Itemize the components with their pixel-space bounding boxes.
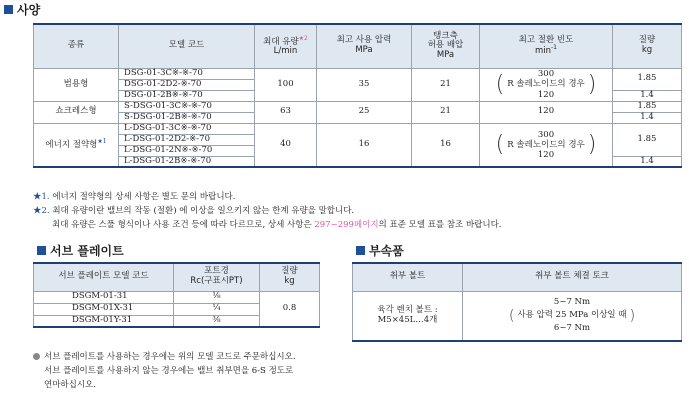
flow-value: 100 [255, 68, 317, 101]
model-row: L-DSG-01-2N※-※-70 [119, 145, 255, 156]
pressure-value: 25 [317, 101, 412, 123]
weight-value: 1.85 [613, 101, 682, 112]
note-1: ★1. 에너지 절약형의 상세 사항은 별도 문의 바랍니다. [33, 192, 236, 202]
flow-value: 40 [255, 123, 317, 167]
note-2: ★2. 최대 유량이란 밸브의 작동 (절환) 에 이상을 일으키지 않는 한계 유량을 말합니다. [33, 206, 355, 216]
flow-value: 63 [255, 101, 317, 123]
header-weight: 질량 kg [613, 24, 682, 68]
pressure-value: 35 [317, 68, 412, 101]
model-row: DSG-01-2D2-※-70 [119, 79, 255, 90]
header-subplate-weight: 질량 kg [260, 263, 320, 291]
paren-right: ) [587, 71, 597, 97]
subplate-weight-value: 0.8 [260, 291, 320, 327]
parts-table [352, 262, 682, 342]
kind-energy-saving: 에너지 절약형$^{★1}$ [34, 123, 119, 167]
note-3: 최대 유량은 스풀 형식이나 사용 조건 등에 따라 다르므로, 상세 사항은 297~299페이지의 표준 모델 표를 참조 바랍니다. [52, 220, 502, 230]
model-row: L-DSG-01-2D2-※-70 [119, 134, 255, 145]
header-port: 포트경 Rc(구표시PT) [174, 263, 260, 291]
flow-star-mark: ★2 [298, 34, 308, 42]
parts-title-text: 부속품 [369, 244, 404, 258]
weight-value: 1.4 [613, 156, 682, 167]
spec-section-title [4, 1, 40, 18]
weight-value: 1.4 [613, 112, 682, 123]
header-tank: 탱크측 허용 배압 MPa [412, 24, 480, 68]
model-row: L-DSG-01-2B※-※-70 [119, 156, 255, 167]
subplate-model: DSGM-01-31 [34, 291, 174, 303]
subplate-title-text: 서브 플레이트 [50, 244, 124, 258]
kind-shockless: 쇼크레스형 [34, 101, 119, 123]
spec-table [33, 23, 682, 168]
paren-right: ) [587, 131, 597, 157]
section-square-icon [356, 246, 365, 255]
weight-value: 1.4 [613, 90, 682, 101]
paren-left: ( [495, 71, 505, 97]
weight-value: 1.85 [613, 123, 682, 156]
subplate-note: 서브 플레이트를 사용하지 않는 경우에는 밸브 취부면을 6-S 정도로 [44, 366, 294, 376]
header-pressure: 최고 사용 압력 MPa [317, 24, 412, 68]
model-row: DSG-01-3C※-※-70 [119, 68, 255, 79]
subplate-table [33, 262, 320, 328]
freq-value: ( 300 R 솔레노이드의 경우 120 ) [480, 68, 613, 101]
header-bolt: 취부 볼트 [353, 263, 463, 291]
model-row: L-DSG-01-3C※-※-70 [119, 123, 255, 134]
port-size: ¼ [174, 303, 260, 315]
page-link[interactable]: 297~299페이지 [314, 220, 379, 230]
section-square-icon [37, 246, 46, 255]
port-size: ⅛ [174, 291, 260, 303]
port-size: ⅜ [174, 315, 260, 327]
header-flow: 최대 유량$^{★2}$ L/min [255, 24, 317, 68]
model-row: S-DSG-01-2B※-※-70 [119, 112, 255, 123]
tank-value: 16 [412, 123, 480, 167]
model-row: S-DSG-01-3C※-※-70 [119, 101, 255, 112]
subplate-note: 연마하십시오. [44, 380, 96, 390]
tank-value: 21 [412, 68, 480, 101]
bolt-spec: 육각 렌치 볼트 : M5×45L…4개 [353, 291, 463, 341]
paren-left: ( [495, 131, 505, 157]
subplate-model: DSGM-01Y-31 [34, 315, 174, 327]
kind-star-mark: ★1 [97, 138, 107, 146]
spec-title-text: 사양 [17, 3, 41, 17]
header-model: 모델 코드 [119, 24, 255, 68]
freq-value: ( 300 R 솔레노이드의 경우 120 ) [480, 123, 613, 167]
subplate-note: 서브 플레이트를 사용하는 경우에는 위의 모델 코드로 주문하십시오. [33, 350, 296, 362]
header-subplate-model: 서브 플레이트 모델 코드 [34, 263, 174, 291]
tank-value: 21 [412, 101, 480, 123]
freq-value: 120 [480, 101, 613, 123]
subplate-section-title [37, 242, 124, 259]
header-torque: 취부 볼트 체결 토크 [463, 263, 682, 291]
subplate-model: DSGM-01X-31 [34, 303, 174, 315]
kind-general: 범용형 [34, 68, 119, 101]
bullet-icon [33, 353, 40, 360]
section-square-icon [4, 5, 13, 14]
header-freq: 최고 절환 빈도 $\min^{-1}$ [480, 24, 613, 68]
header-kind: 종류 [34, 24, 119, 68]
pressure-value: 16 [317, 123, 412, 167]
model-row: DSG-01-2B※-※-70 [119, 90, 255, 101]
parts-section-title [356, 242, 404, 259]
torque-spec: 5~7 Nm ( 사용 압력 25 MPa 이상일 때 ) 6~7 Nm [463, 291, 682, 341]
weight-value: 1.85 [613, 68, 682, 90]
